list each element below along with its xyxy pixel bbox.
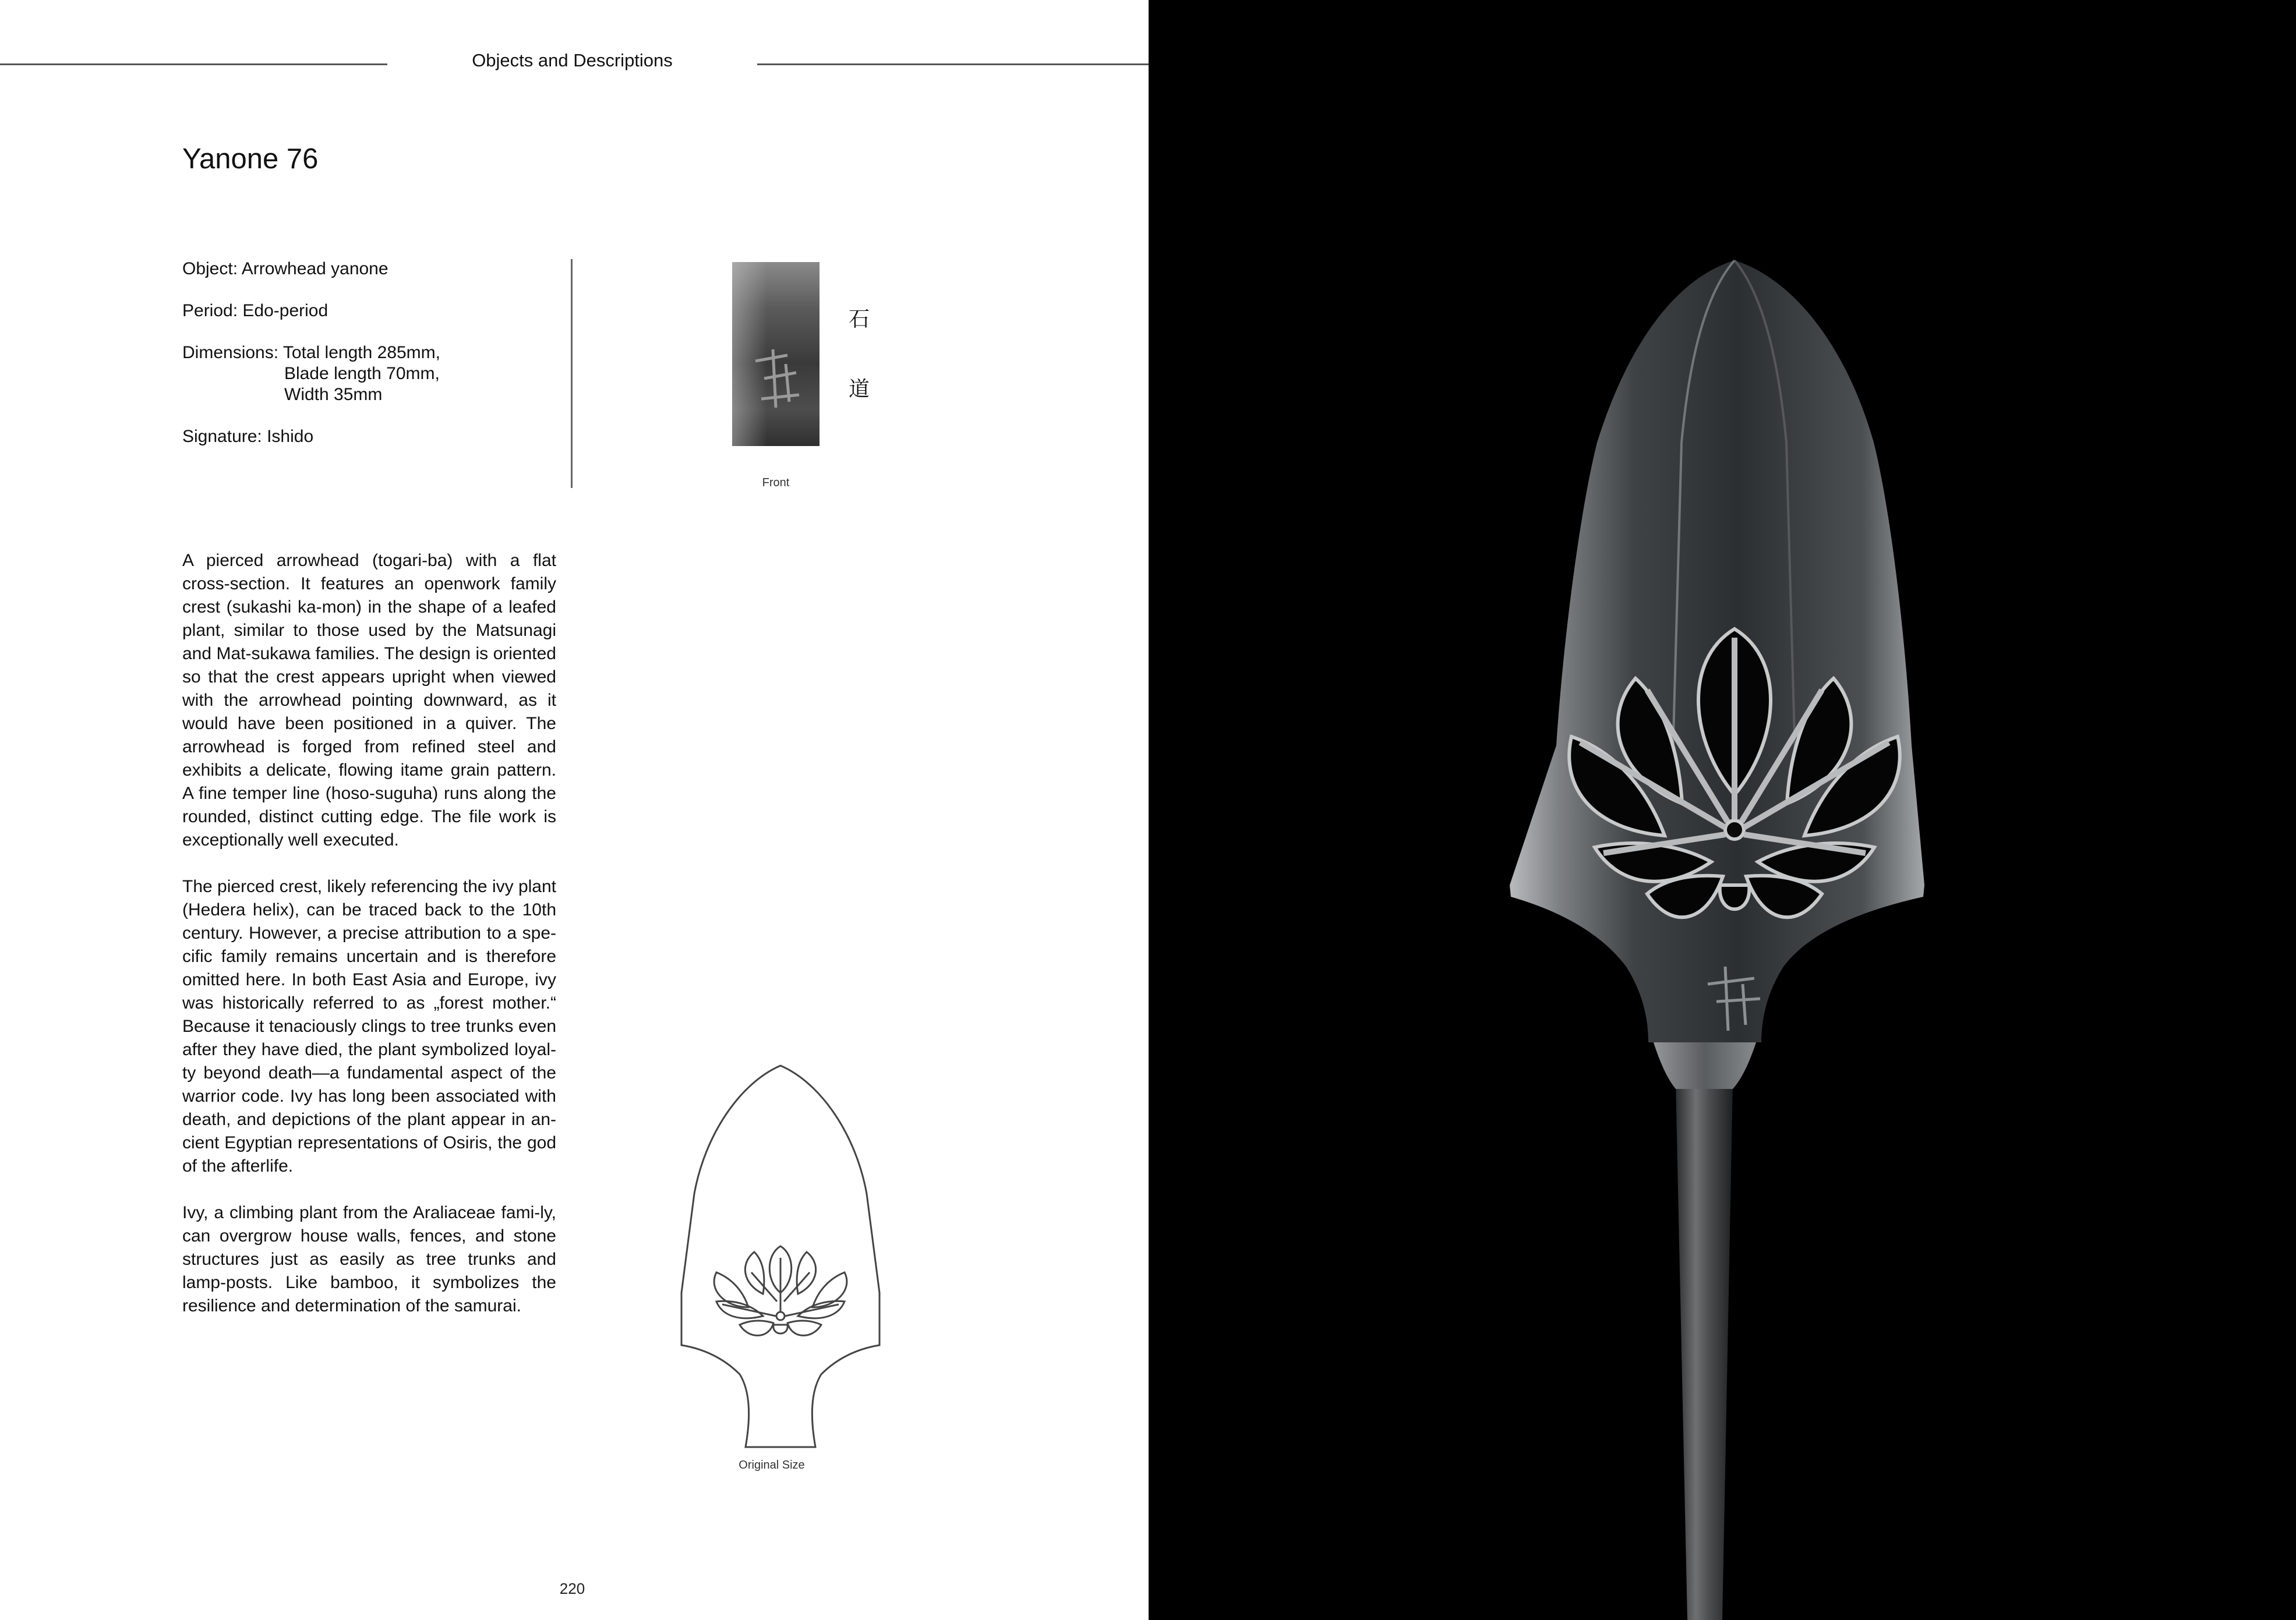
signature-line: Signature: Ishido bbox=[182, 427, 314, 446]
paragraph: A pierced arrowhead (togari-ba) with a flat cross-section. It features an openwork family crest (sukashi ka-mon) in the shape of a leafed plant, similar to those used by the Matsunagi and Mat-sukawa families. The design is oriented so that the crest appears upright when viewed with the arrowhead pointing downward, as it would have been positioned in a quiver. The arrowhead is forged from refined steel and exhibits a delicate, flowing itame grain pattern. A fine temper line (hoso-suguha) runs along the rounded, distinct cutting edge. The file work is exceptionally well executed. bbox=[182, 551, 556, 850]
signature-caption: Front bbox=[762, 476, 790, 489]
paragraph: The pierced crest, likely referencing the ivy plant (Hedera helix), can be traced back to the 10th century. However, a precise attribution to a spe-cific family remains uncertain and is therefore omitted here. In both East Asia and Europe, ivy was historically referred to as „forest mother.“ Because it tenaciously clings to tree trunks even after they have died, the plant symbolized loyal-ty beyond death—a fundamental aspect of the warrior code. Ivy has long been associated with death, and depictions of the plant appear in an-cient Egyptian representations of Osiris, the god of the afterlife. bbox=[182, 877, 556, 1176]
header-title: Objects and Descriptions bbox=[472, 50, 673, 70]
description bbox=[182, 549, 556, 1341]
dimensions-line: Dimensions: Total length 285mm, bbox=[182, 343, 440, 362]
period-line: Period: Edo-period bbox=[182, 301, 328, 320]
entry-title: Yanone 76 bbox=[182, 143, 319, 175]
header-rule-right bbox=[757, 63, 1149, 65]
dimensions-line: Blade length 70mm, bbox=[284, 364, 440, 383]
header-rule-left bbox=[0, 63, 387, 65]
paragraph: Ivy, a climbing plant from the Araliaceae fami-ly, can overgrow house walls, fences, and stone structures just as easily as tree trunks and lamp-posts. Like bamboo, it symbolizes the resilience and determination of the samurai. bbox=[182, 1203, 556, 1315]
dimensions-line: Width 35mm bbox=[284, 385, 383, 404]
object-line: Object: Arrowhead yanone bbox=[182, 259, 388, 278]
arrowhead-photo bbox=[1149, 0, 2296, 1620]
drawing-caption: Original Size bbox=[739, 1459, 805, 1472]
signature-kanji: 道 bbox=[849, 377, 870, 401]
arrowhead-photo-page bbox=[1149, 0, 2296, 1620]
page-number: 220 bbox=[559, 1580, 585, 1597]
entry-metadata bbox=[182, 259, 440, 447]
signature-kanji: 石 bbox=[849, 307, 870, 331]
arrowhead-outline-drawing bbox=[676, 1060, 885, 1456]
signature-photo bbox=[732, 262, 820, 446]
column-divider bbox=[571, 259, 573, 488]
